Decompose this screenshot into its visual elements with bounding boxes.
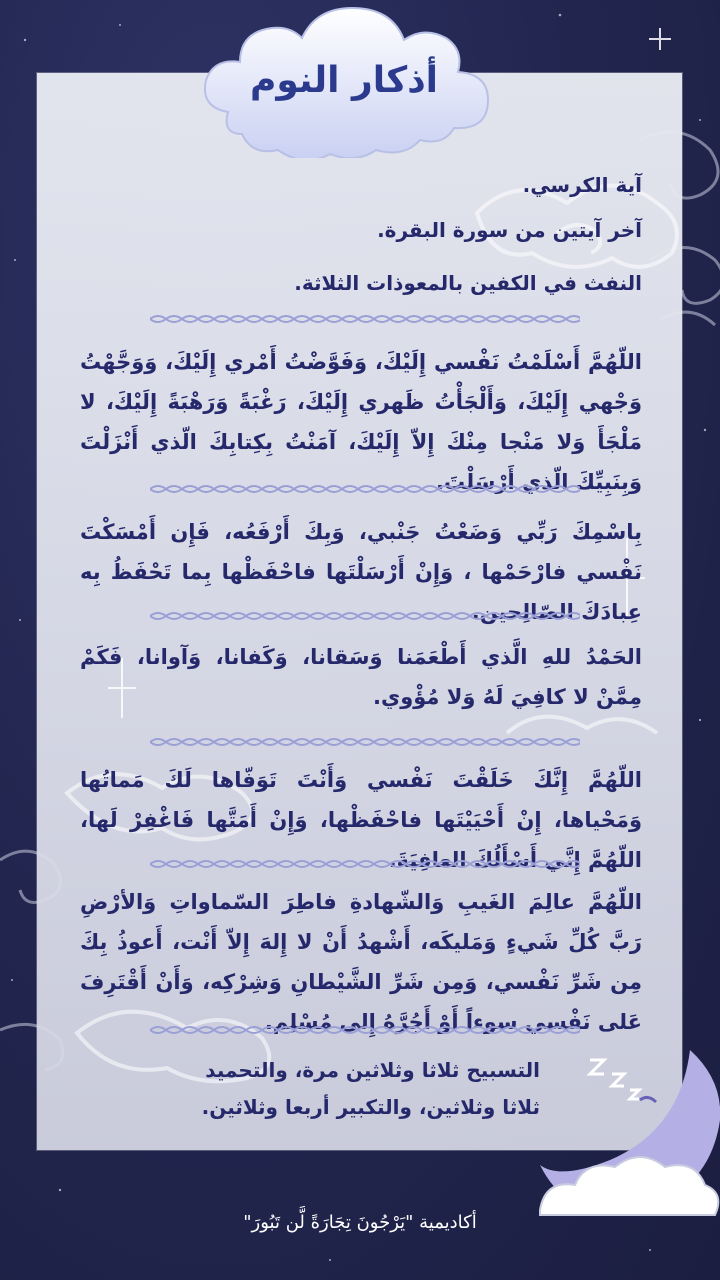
intro-line-1: آية الكرسي. [522, 173, 642, 197]
intro-line-2: آخر آيتين من سورة البقرة. [377, 218, 642, 242]
page-title: أذكار النوم [249, 60, 439, 101]
wave-divider [150, 483, 580, 495]
dua-5: اللّهُمَّ عالِمَ الغَيبِ وَالشّهادةِ فاطِرَ السّماواتِ وَالأرْضِ رَبَّ كُلِّ شَيءٍ وَمَليكَه، أَشْهدُ أَنْ لا إِلهَ إِلاّ أَنْت، أَعوذُ بِكَ مِن شَرِّ نَفْسي، وَمِن شَرِّ الشَّيْطانِ وَشِرْكِه، وَأَنْ أَقْتَرِفَ عَلى نَفْسي سوءاً أَوْ أَجُرَّهُ إِلى مُسْلِم. [80, 890, 642, 1034]
dua-4: اللّهُمَّ إِنَّكَ خَلَقْتَ نَفْسي وَأَنْتَ تَوَفّاها لَكَ مَماتُها وَمَحْياها، إِنْ أَحْيَيْتَها فاحْفَظْها، وَإِنْ أَمَتَّها فَاغْفِرْ لَها، اللّهُمَّ إِنَّي أَسْأَلُكَ العافِيَةَ. [80, 768, 642, 872]
sparkle-icon [649, 28, 671, 50]
dua-1: اللّهُمَّ أَسْلَمْتُ نَفْسي إِلَيْكَ، وَفَوَّضْتُ أَمْري إِلَيْكَ، وَوَجَّهْتُ وَجْهي إِلَيْكَ، وَأَلْجَأْتُ ظَهري إِلَيْكَ، رَغْبَةً وَرَهْبَةً إِلَيْكَ، لا مَلْجَأَ وَلا مَنْجا مِنْكَ إِلاّ إِلَيْكَ، آمَنْتُ بِكِتابِكَ الّذي أَنْزَلْتَ وَبِنَبِيِّكَ الّذي أَرْسَلْتَ. [80, 350, 642, 494]
wave-divider [150, 610, 580, 622]
sleeping-moon-icon [520, 1040, 720, 1240]
dua-2: بِاسْمِكَ رَبِّي وَضَعْتُ جَنْبي، وَبِكَ أَرْفَعُه، فَإِن أَمْسَكْتَ نَفْسي فارْحَمْها ، وَإِنْ أَرْسَلْتَها فاحْفَظْها بِما تَحْفَظُ بِه عِبادَكَ الصّالِحين. [80, 520, 642, 624]
tasbih-line-1: التسبيح ثلاثا وثلاثين مرة، والتحميد [205, 1058, 540, 1082]
wave-divider [150, 313, 580, 325]
wave-divider [150, 736, 580, 748]
tasbih-line-2: ثلاثا وثلاثين، والتكبير أربعا وثلاثين. [201, 1095, 540, 1119]
dua-3: الحَمْدُ للهِ الَّذي أَطْعَمَنا وَسَقانا، وَكَفانا، وَآوانا، فَكَمْ مِمَّنْ لا كافِيَ لَهُ وَلا مُؤْوي. [80, 645, 642, 709]
wave-divider [150, 858, 580, 870]
footer-academy: أكاديمية "يَرْجُونَ تِجَارَةً لَّن تَبُورَ" [243, 1212, 477, 1233]
wave-divider [150, 1024, 580, 1036]
intro-line-3: النفث في الكفين بالمعوذات الثلاثة. [294, 271, 642, 295]
